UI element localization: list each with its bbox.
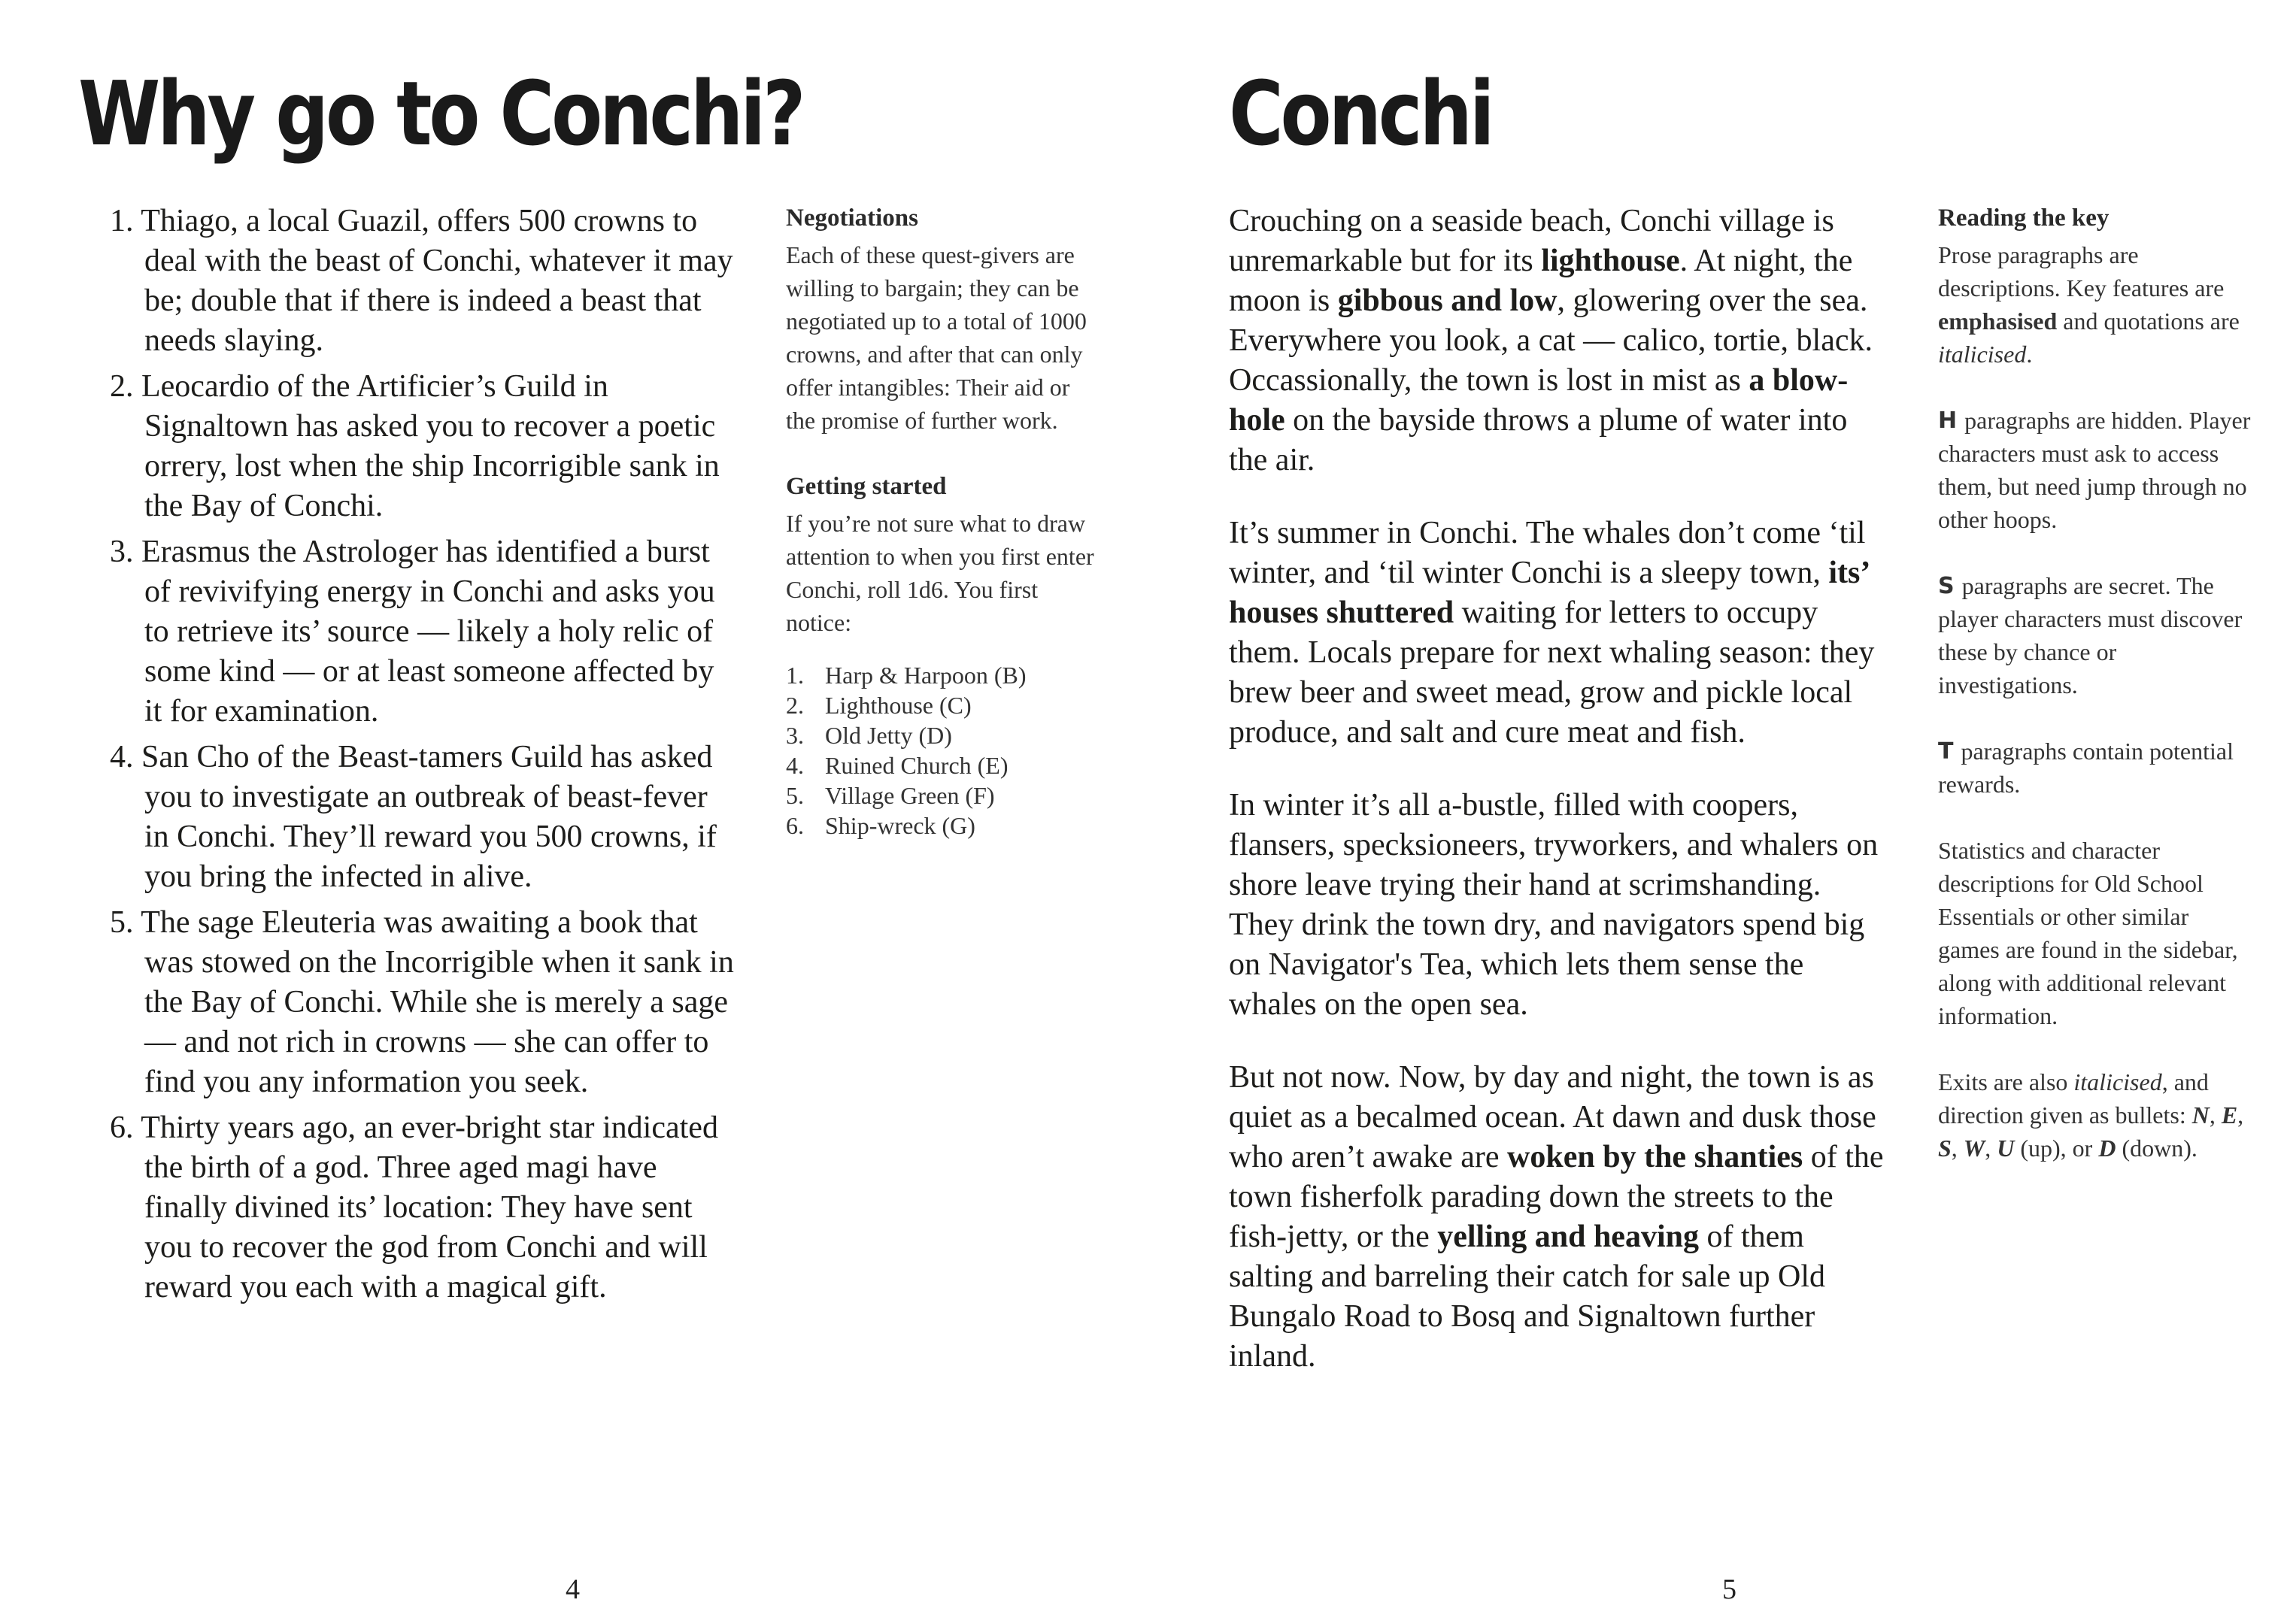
list-item [105, 532, 737, 732]
text-run: and quotations are [2057, 308, 2240, 335]
text-run: paragraphs contain potential rewards. [1938, 738, 2234, 798]
key-prose-text [1938, 238, 2254, 371]
list-item [786, 780, 1102, 810]
list-item [786, 690, 1102, 720]
item-number: 5. [786, 782, 804, 809]
list-item [105, 201, 737, 361]
negotiations-text: Each of these quest-givers are willing to bargain; they can be negotiated up to a total of 1000 crowns, and after that can only offer intangibles: Their aid or the promise of further work. [786, 241, 1087, 434]
hidden-tag-icon: H [1938, 408, 1958, 434]
key-feature: yelling and heaving [1437, 1220, 1699, 1254]
item-number: 5. [110, 905, 134, 940]
key-exits-text [1938, 1065, 2254, 1165]
item-number: 2. [786, 692, 804, 719]
text-run: . [2026, 341, 2033, 368]
item-text: Village Green (F) [825, 782, 995, 809]
key-feature: a blow-hole [1229, 363, 1849, 438]
item-number: 3. [110, 535, 134, 569]
item-text: Erasmus the Astrologer has identified a burst of revivifying energy in Conchi and asks you to retrieve its’ source — likely a holy relic of some kind — or at least someone affected by it for examination. [141, 535, 715, 729]
list-item [105, 367, 737, 526]
key-feature: gibbous and low [1337, 283, 1558, 318]
text-run: , and direction given as bullets: [1938, 1068, 2209, 1129]
italic-text: italicised [1938, 341, 2027, 368]
text-run: of the town fisherfolk parading down the streets to the fish-jetty, or the [1229, 1140, 1884, 1254]
item-text: Ruined Church (E) [825, 752, 1009, 779]
item-number: 6. [786, 812, 804, 839]
paragraph: In winter it’s all a-bustle, filled with coopers, flansers, specksioneers, tryworkers, and whalers on shore leave trying their hand at scrimshanding. They drink the town dry, and navigators spend big on Navigator's Tea, which lets them sense the whales on the open sea. [1229, 788, 1879, 1022]
paragraph [1229, 514, 1891, 753]
item-text: Thirty years ago, an ever-bright star indicated the birth of a god. Three aged magi have finally divined its’ location: They have sent you to recover the god from Conchi and will reward you each with a magical gift. [141, 1110, 718, 1304]
reading-key-heading: Reading the key [1938, 205, 2110, 232]
separator: , [1985, 1135, 1997, 1162]
text-run: of them salting and barreling their catch for sale up Old Bungalo Road to Bosq and Signaltown further inland. [1229, 1220, 1826, 1374]
list-item [105, 1108, 737, 1307]
text-run: , glowering over the sea. Everywhere you look, a cat — calico, tortie, black. Occassionally, the town is lost in mist as [1229, 283, 1873, 398]
item-number: 2. [110, 369, 134, 404]
separator: , [1951, 1135, 1964, 1162]
separator: , [2237, 1101, 2244, 1129]
text-run: (up), or [2014, 1135, 2099, 1162]
item-text: Ship-wreck (G) [825, 812, 975, 839]
text-run: on the bayside throws a plume of water into the air. [1229, 403, 1848, 477]
key-hidden-text [1938, 404, 2254, 536]
separator: , [2209, 1101, 2222, 1129]
text-run: paragraphs are hidden. Player characters must ask to access them, but need jump through no other hoops. [1938, 407, 2251, 533]
prose-column [1229, 201, 1891, 1410]
list-item [105, 738, 737, 897]
direction-up: U [1997, 1135, 2015, 1162]
quest-list [105, 201, 737, 1307]
key-stats-text: Statistics and character descriptions for Old School Essentials or other similar games are found in the sidebar, along with additional relevant information. [1938, 837, 2238, 1029]
right-page [1145, 0, 2290, 1624]
key-secret-text [1938, 569, 2254, 701]
paragraph [1229, 201, 1891, 480]
item-number: 4. [786, 752, 804, 779]
item-text: San Cho of the Beast-tamers Guild has asked you to investigate an outbreak of beast-fever in Conchi. They’ll reward you 500 crowns, if you bring the infected in alive. [141, 740, 717, 894]
page-title: Conchi [1229, 62, 1492, 165]
item-text: Thiago, a local Guazil, offers 500 crowns to deal with the beast of Conchi, whatever it may be; double that if there is indeed a beast that needs slaying. [141, 204, 733, 358]
list-item [105, 903, 737, 1102]
secret-tag-icon: S [1938, 573, 1955, 599]
key-treasure-text [1938, 735, 2254, 801]
item-number: 4. [110, 740, 134, 774]
text-run: paragraphs are secret. The player characters must discover these by chance or investigations. [1938, 572, 2243, 698]
item-number: 3. [786, 722, 804, 749]
item-text: Leocardio of the Artificier’s Guild in Signaltown has asked you to recover a poetic orrery, lost when the ship Incorrigible sank in the Bay of Conchi. [141, 369, 720, 523]
key-sidebar [1938, 201, 2254, 1198]
direction-south: S [1938, 1135, 1952, 1162]
emphasis: emphasised [1938, 308, 2058, 335]
direction-west: W [1963, 1135, 1985, 1162]
quest-list-column [105, 201, 737, 1313]
item-text: The sage Eleuteria was awaiting a book that was stowed on the Incorrigible when it sank in the Bay of Conchi. While she is merely a sage — and not rich in crowns — she can offer to find you any information you seek. [141, 905, 734, 1099]
getting-started-heading: Getting started [786, 473, 947, 500]
text-run: (down). [2116, 1135, 2197, 1162]
key-feature: woken by the shanties [1507, 1140, 1803, 1174]
paragraph [1229, 1058, 1891, 1377]
list-item [786, 660, 1102, 690]
text-run: Prose paragraphs are descriptions. Key features are [1938, 241, 2225, 301]
text-run: . At night, the moon is [1229, 244, 1853, 318]
text-run: It’s summer in Conchi. The whales don’t come ‘til winter, and ‘til winter Conchi is a sleepy town, [1229, 516, 1866, 590]
item-text: Old Jetty (D) [825, 722, 952, 749]
page-number: 4 [566, 1574, 580, 1605]
treasure-tag-icon: T [1938, 738, 1954, 765]
page-number: 5 [1722, 1574, 1736, 1605]
key-feature: its’ houses shuttered [1229, 556, 1869, 630]
italic-text: italicised [2073, 1068, 2162, 1095]
direction-down: D [2098, 1135, 2116, 1162]
list-item [786, 750, 1102, 780]
notice-list [786, 660, 1102, 841]
key-feature: lighthouse [1541, 244, 1680, 278]
text-run: waiting for letters to occupy them. Locals prepare for next whaling season: they brew beer and sweet mead, grow and pickle local produce, and salt and cure meat and fish. [1229, 595, 1875, 750]
list-item [786, 720, 1102, 750]
list-item [786, 810, 1102, 841]
item-text: Lighthouse (C) [825, 692, 972, 719]
getting-started-text: If you’re not sure what to draw attention to when you first enter Conchi, roll 1d6. You first notice: [786, 510, 1094, 636]
item-number: 1. [786, 662, 804, 689]
negotiations-heading: Negotiations [786, 205, 918, 232]
text-run: Crouching on a seaside beach, Conchi village is unremarkable but for its [1229, 204, 1834, 278]
page-title: Why go to Conchi? [78, 62, 803, 165]
item-text: Harp & Harpoon (B) [825, 662, 1027, 689]
item-number: 1. [110, 204, 134, 238]
direction-east: E [2221, 1101, 2238, 1129]
direction-north: N [2191, 1101, 2210, 1129]
item-number: 6. [110, 1110, 134, 1145]
text-run: But not now. Now, by day and night, the town is as quiet as a becalmed ocean. At dawn and dusk those who aren’t awake are [1229, 1060, 1876, 1174]
text-run: Exits are also [1938, 1068, 2074, 1095]
left-sidebar [786, 201, 1102, 841]
